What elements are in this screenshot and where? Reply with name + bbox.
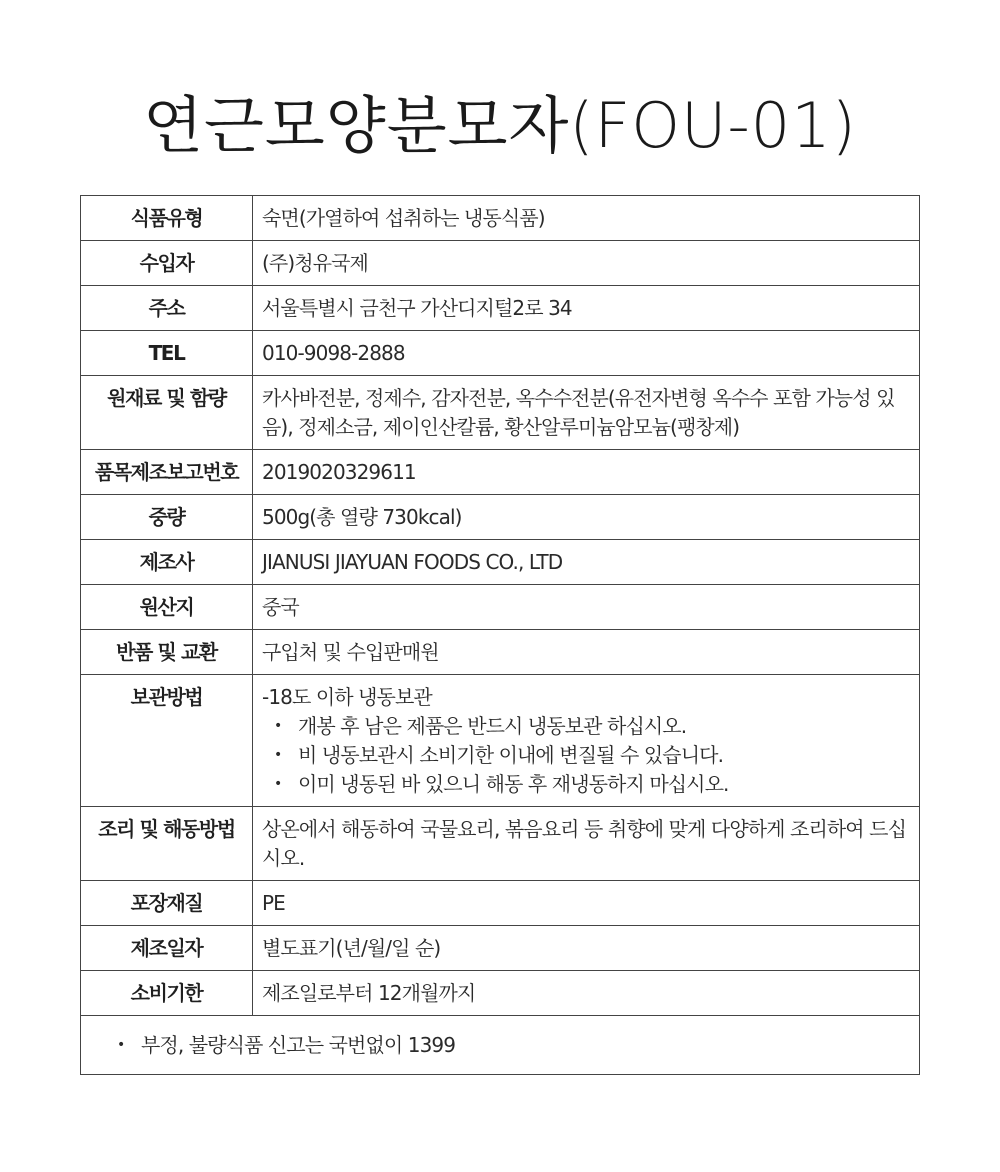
table-row — [81, 1016, 920, 1075]
row-value-cooking: 상온에서 해동하여 국물요리, 볶음요리 등 취향에 맞게 다양하게 조리하여 드십시오. — [253, 807, 920, 881]
table-row — [81, 926, 920, 971]
row-value-weight: 500g(총 열량 730kcal) — [253, 495, 920, 540]
table-row — [81, 971, 920, 1016]
table-row — [81, 196, 920, 241]
report-notice — [81, 1016, 920, 1075]
row-value-origin: 중국 — [253, 585, 920, 630]
table-row — [81, 376, 920, 450]
storage-notes — [262, 712, 911, 799]
row-value-food-type: 숙면(가열하여 섭취하는 냉동식품) — [253, 196, 920, 241]
row-label-tel: TEL — [81, 331, 253, 376]
row-value-report-number: 2019020329611 — [253, 450, 920, 495]
row-value-address: 서울특별시 금천구 가산디지털2로 34 — [253, 286, 920, 331]
list-item: • 이미 냉동된 바 있으니 해동 후 재냉동하지 마십시오. — [262, 770, 911, 799]
bullet-icon: • — [117, 1037, 125, 1053]
table-row — [81, 495, 920, 540]
product-title: 연근모양분모자(FOU-01) — [143, 89, 857, 162]
row-value-manufacture-date: 별도표기(년/월/일 순) — [253, 926, 920, 971]
row-label-manufacturer: 제조사 — [81, 540, 253, 585]
row-label-manufacture-date: 제조일자 — [81, 926, 253, 971]
table-row — [81, 286, 920, 331]
table-row — [81, 630, 920, 675]
row-value-manufacturer: JIANUSI JIAYUAN FOODS CO., LTD — [253, 540, 920, 585]
storage-main-text: -18도 이하 냉동보관 — [262, 685, 432, 709]
row-value-tel: 010-9098-2888 — [253, 331, 920, 376]
report-notice-text: 부정, 불량식품 신고는 국번없이 1399 — [141, 1033, 456, 1057]
row-value-packaging: PE — [253, 881, 920, 926]
row-value-returns: 구입처 및 수입판매원 — [253, 630, 920, 675]
row-label-ingredients: 원재료 및 함량 — [81, 376, 253, 450]
table-row — [81, 881, 920, 926]
row-value-ingredients: 카사바전분, 정제수, 감자전분, 옥수수전분(유전자변형 옥수수 포함 가능성 있음), 정제소금, 제이인산칼륨, 황산알루미늄암모늄(팽창제) — [253, 376, 920, 450]
product-info-table — [80, 195, 920, 1075]
row-label-packaging: 포장재질 — [81, 881, 253, 926]
row-label-storage: 보관방법 — [81, 675, 253, 807]
list-item: • 개봉 후 남은 제품은 반드시 냉동보관 하십시오. — [262, 712, 911, 741]
table-row — [81, 807, 920, 881]
row-value-storage — [253, 675, 920, 807]
row-label-cooking: 조리 및 해동방법 — [81, 807, 253, 881]
row-label-expiry: 소비기한 — [81, 971, 253, 1016]
table-row — [81, 450, 920, 495]
row-label-returns: 반품 및 교환 — [81, 630, 253, 675]
list-item: • 비 냉동보관시 소비기한 이내에 변질될 수 있습니다. — [262, 741, 911, 770]
table-row — [81, 585, 920, 630]
table-row — [81, 540, 920, 585]
table-row — [81, 675, 920, 807]
table-row — [81, 331, 920, 376]
row-label-food-type: 식품유형 — [81, 196, 253, 241]
row-value-expiry: 제조일로부터 12개월까지 — [253, 971, 920, 1016]
row-label-importer: 수입자 — [81, 241, 253, 286]
row-label-address: 주소 — [81, 286, 253, 331]
table-row — [81, 241, 920, 286]
row-value-importer: (주)청유국제 — [253, 241, 920, 286]
row-label-weight: 중량 — [81, 495, 253, 540]
row-label-origin: 원산지 — [81, 585, 253, 630]
row-label-report-number: 품목제조보고번호 — [81, 450, 253, 495]
